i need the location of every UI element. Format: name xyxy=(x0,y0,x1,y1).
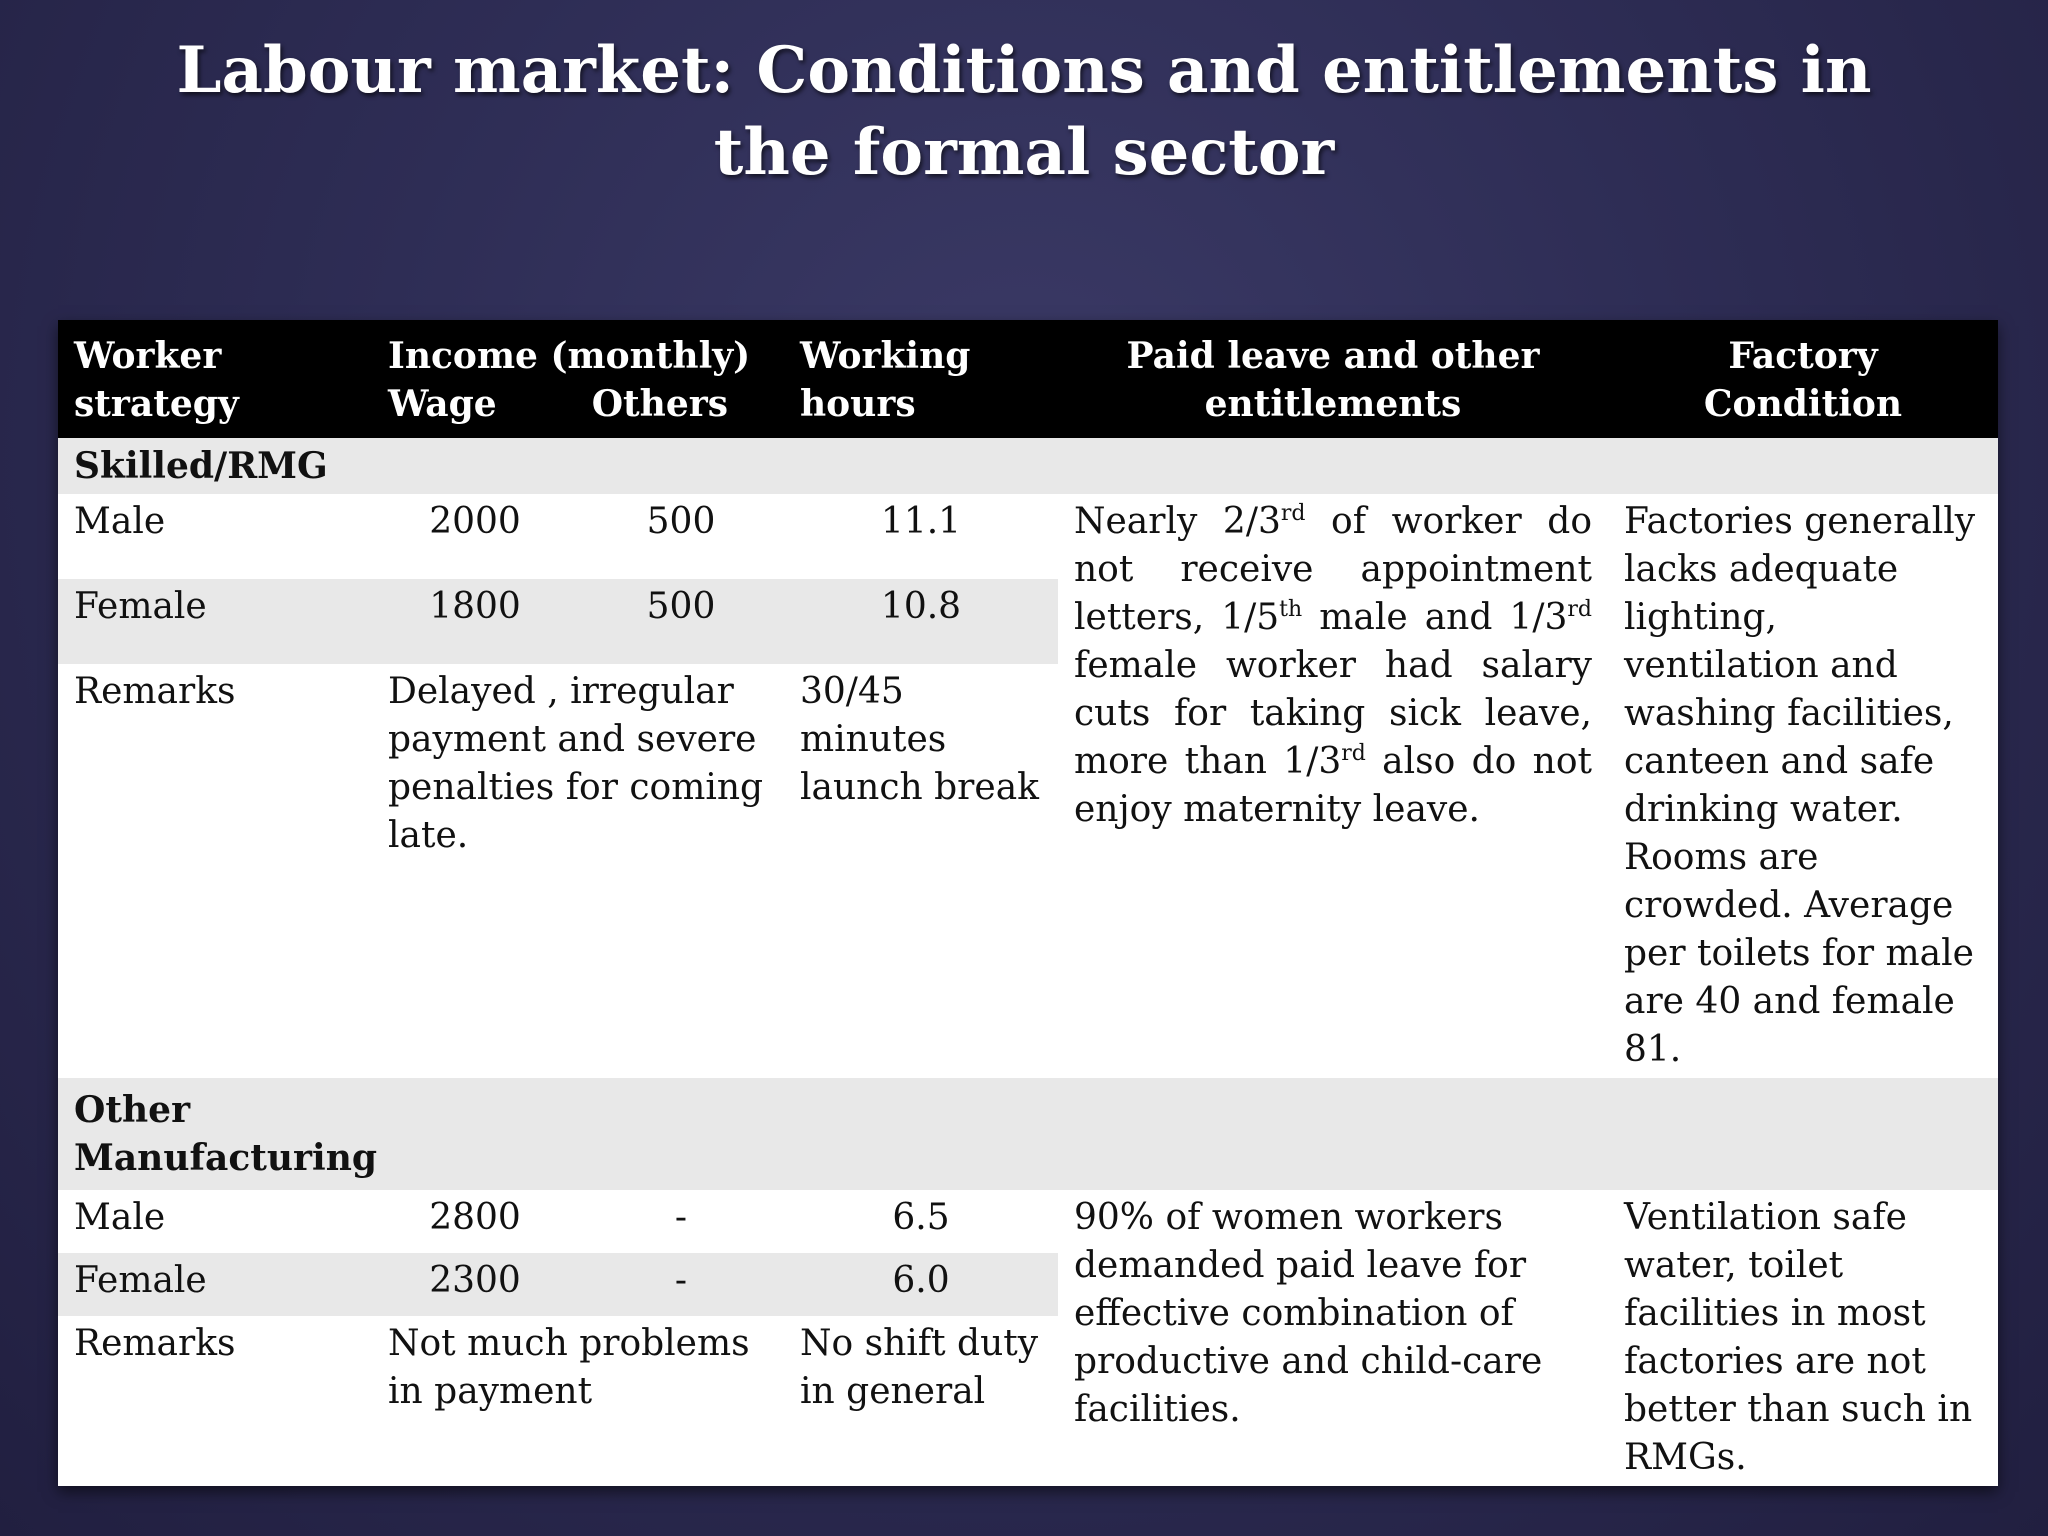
others-cell: 500 xyxy=(578,494,784,579)
header-worker-line1: Worker xyxy=(74,335,222,377)
wage-cell: 2800 xyxy=(372,1190,578,1253)
row-label: Remarks xyxy=(58,1316,372,1486)
remarks-hours: No shift duty in general xyxy=(784,1316,1058,1486)
header-income-label: Income (monthly) xyxy=(388,335,751,377)
header-worker-line2: strategy xyxy=(74,383,239,425)
other-leave-text: 90% of women workers demanded paid leave for effective combination of productive and child-care facilities. xyxy=(1058,1190,1608,1486)
wage-cell: 2000 xyxy=(372,494,578,579)
header-worker-strategy xyxy=(58,320,372,438)
header-factory-condition: Factory Condition xyxy=(1608,320,1998,438)
conditions-table xyxy=(58,320,1998,1486)
row-label: Remarks xyxy=(58,664,372,1078)
header-row xyxy=(58,320,1998,438)
remarks-hours: 30/45 minutes launch break xyxy=(784,664,1058,1078)
table-row-other-male xyxy=(58,1190,1998,1253)
leave-text-part: of worker do not receive appointment letters, 1/5 xyxy=(1074,501,1592,638)
leave-superscript: rd xyxy=(1280,501,1306,526)
section-label-skilled: Skilled/RMG xyxy=(58,438,1998,494)
others-cell: - xyxy=(578,1190,784,1253)
hours-cell: 10.8 xyxy=(784,579,1058,664)
skilled-factory-condition: Factories generally lacks adequate lighting, ventilation and washing facilities, canteen and safe drinking water. Rooms are crowded. Average per toilets for male are 40 and female 81. xyxy=(1608,494,1998,1078)
wage-cell: 1800 xyxy=(372,579,578,664)
table-row-skilled-male xyxy=(58,494,1998,579)
row-label: Female xyxy=(58,579,372,664)
leave-text-part: male and 1/3 xyxy=(1302,597,1568,638)
others-cell: 500 xyxy=(578,579,784,664)
header-paid-leave xyxy=(1058,320,1608,438)
leave-superscript: th xyxy=(1279,597,1303,622)
section-row-skilled xyxy=(58,438,1998,494)
wage-cell: 2300 xyxy=(372,1253,578,1316)
section-band-fill xyxy=(372,1078,1998,1190)
others-cell: - xyxy=(578,1253,784,1316)
slide-title xyxy=(0,30,2048,194)
header-leave-line2: entitlements xyxy=(1204,383,1462,425)
header-working-hours xyxy=(784,320,1058,438)
conditions-table-wrapper xyxy=(58,320,1998,1486)
header-income xyxy=(372,320,784,438)
leave-text-part: also do not enjoy maternity leave. xyxy=(1074,741,1593,830)
remarks-income: Delayed , irregular payment and severe penalties for coming late. xyxy=(372,664,784,1078)
hours-cell: 6.5 xyxy=(784,1190,1058,1253)
leave-text-part: female worker had salary cuts for taking sick leave, more than 1/3 xyxy=(1074,645,1592,782)
title-line-1: Labour market: Conditions and entitlements in xyxy=(176,33,1872,108)
remarks-income: Not much problems in payment xyxy=(372,1316,784,1486)
header-wage: Wage xyxy=(388,383,497,425)
title-line-2: the formal sector xyxy=(713,115,1335,190)
section-label-other: Other Manufacturing xyxy=(58,1078,372,1190)
section-row-other xyxy=(58,1078,1998,1190)
header-hours-line2: hours xyxy=(800,383,916,425)
header-leave-line1: Paid leave and other xyxy=(1126,335,1540,377)
header-hours-line1: Working xyxy=(800,335,971,377)
row-label: Female xyxy=(58,1253,372,1316)
leave-superscript: rd xyxy=(1567,597,1592,622)
row-label: Male xyxy=(58,494,372,579)
row-label: Male xyxy=(58,1190,372,1253)
other-factory-condition: Ventilation safe water, toilet facilities in most factories are not better than such in RMGs. xyxy=(1608,1190,1998,1486)
leave-text-part: Nearly 2/3 xyxy=(1074,501,1281,542)
header-others: Others xyxy=(591,383,728,425)
skilled-leave-text xyxy=(1058,494,1608,1078)
hours-cell: 6.0 xyxy=(784,1253,1058,1316)
hours-cell: 11.1 xyxy=(784,494,1058,579)
leave-superscript: rd xyxy=(1341,741,1366,766)
